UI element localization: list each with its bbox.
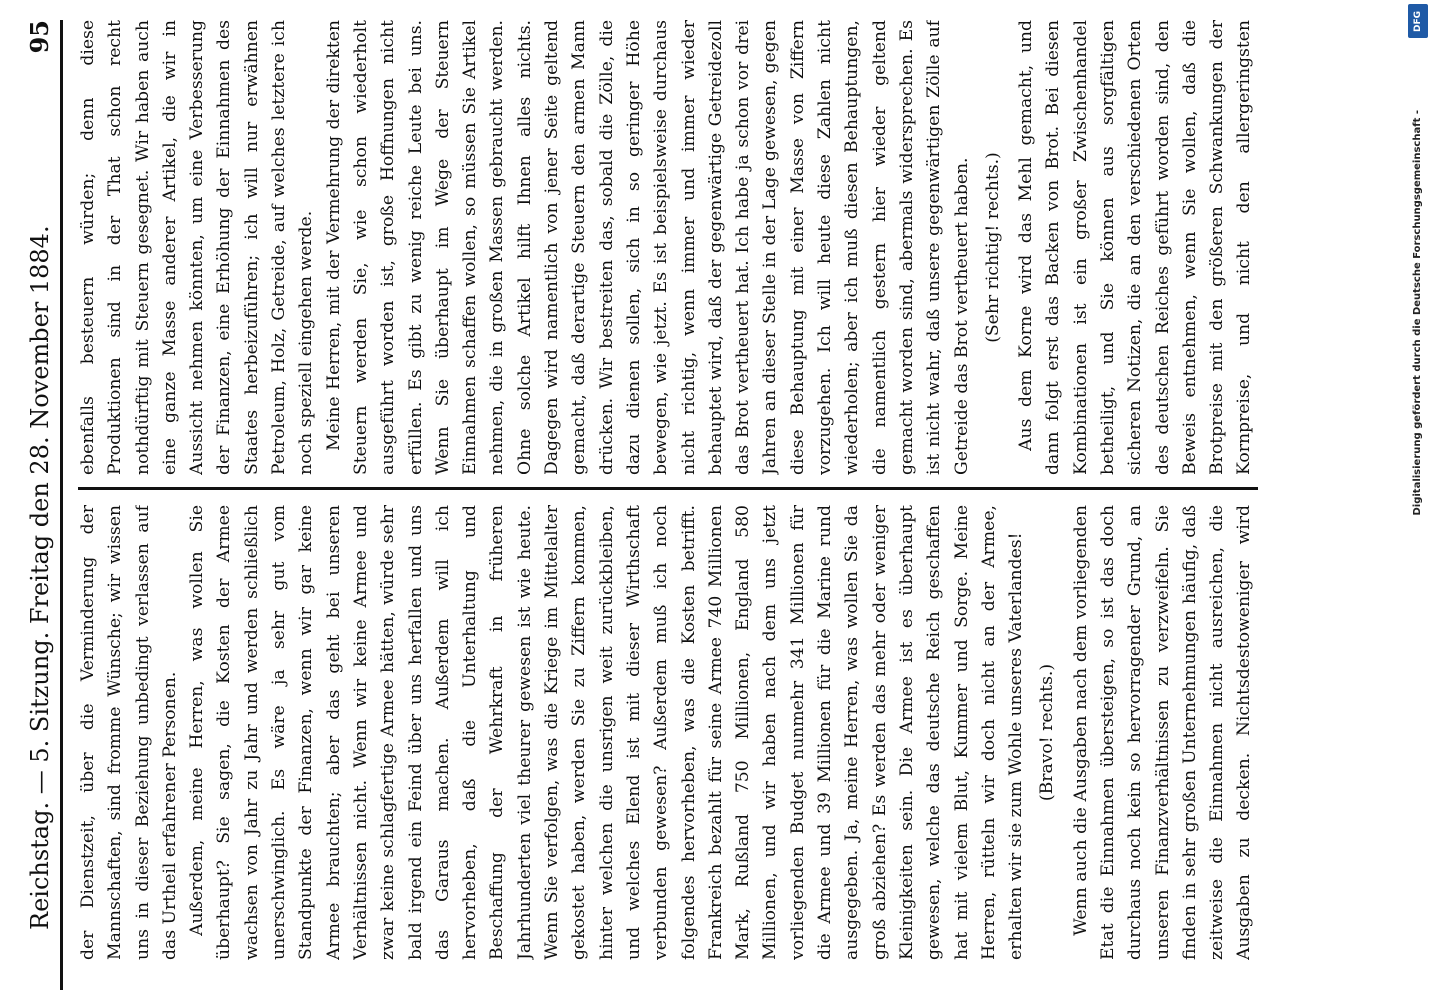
paragraph: der Dienstzeit, über die Verminderung der Mannschaften, sind fromme Wünsche; wir wissen uns in dieser Beziehung unbedingt verlassen auf das Urtheil erfahrener Personen. bbox=[78, 505, 180, 960]
right-column bbox=[75, 20, 1260, 475]
paragraph: Aus dem Korne wird das Mehl gemacht, und dann folgt erst das Backen von Brot. Bei diesen Kombinationen ist ein großer Zwischenhandel betheiligt, und Sie können aus sorgfältigen sicheren Notizen, die an den verschiedenen Orten des deutschen Reiches geführt worden sind, den Beweis entnehmen, wenn Sie wollen, daß die Brotpreise mit den größeren Schwankungen der Kornpreise, und nicht den allergeringsten bbox=[1016, 20, 1255, 475]
dfg-logo-icon: DFG bbox=[1408, 4, 1428, 38]
paragraph: Wenn auch die Ausgaben nach dem vorliegenden Etat die Einnahmen übersteigen, so ist das doch durchaus noch kein so hervorragender Grund, an unseren Finanzverhältnissen zu verzweifeln. Sie finden in sehr großen Unternehmungen häufig, daß zeitweise die Einnahmen nicht ausreichen, die Ausgaben zu decken. Nichtsdestoweniger wird bbox=[1070, 505, 1255, 960]
paragraph: ebenfalls besteuern würden; denn diese Produktionen sind in der That schon recht nothdürftig mit Steuern gesegnet. Wir haben auch eine ganze Masse anderer Artikel, die wir in Aussicht nehmen könnten, um eine Verbesserung der Finanzen, eine Erhöhung der Einnahmen des Staates herbeizuführen; ich will nur erwähnen Petroleum, Holz, Getreide, auf welches letztere ich noch speziell eingehen werde. bbox=[78, 20, 317, 475]
digitization-credit-text: Digitalisierung gefördert durch die Deutsche Forschungsgemeinschaft - bbox=[1412, 110, 1423, 516]
paragraph: Außerdem, meine Herren, was wollen Sie überhaupt? Sie sagen, die Kosten der Armee wachsen von Jahr zu Jahr und werden schließlich unerschwinglich. Es wäre ja sehr gut vom Standpunkte der Finanzen, wenn wir gar keine Armee brauchten; aber das geht bei unseren Verhältnissen nicht. Wenn wir keine Armee und zwar keine schlagfertige Armee hätten, würde sehr bald irgend ein Feind über uns herfallen und uns das Garaus machen. Außerdem will ich hervorheben, daß die Unterhaltung und Beschaffung der Wehrkraft in früheren Jahrhunderten viel theurer gewesen ist wie heute. Wenn Sie verfolgen, was die Kriege im Mittelalter gekostet haben, werden Sie zu Ziffern kommen, hinter welchen die unsrigen weit zurückbleiben, und welches Elend ist mit dieser Wirthschaft verbunden gewesen? Außerdem muß ich noch folgendes hervorheben, was die Kosten betrifft. Frankreich bezahlt für seine Armee 740 Millionen Mark, Rußland 750 Millionen, England 580 Millionen, und wir haben nach dem uns jetzt vorliegenden Budget nunmehr 341 Millionen für die Armee und 39 Millionen für die Marine rund ausgegeben. Ja, meine Herren, was wollen Sie da groß abziehen? Es werden das mehr oder weniger Kleinigkeiten sein. Die Armee ist es überhaupt gewesen, welche das deutsche Reich geschaffen hat mit vielem Blut, Kummer und Sorge. Meine Herren, rütteln wir doch nicht an der Armee, erhalten wir sie zum Wohle unseres Vaterlandes! bbox=[187, 505, 1027, 960]
interjection: (Bravo! rechts.) bbox=[1037, 663, 1058, 802]
digitization-sidebar bbox=[1404, 0, 1432, 1000]
running-head-title: Reichstag. — 5. Sitzung. Freitag den 28. November 1884. bbox=[26, 225, 54, 930]
paragraph: Meine Herren, mit der Vermehrung der direkten Steuern werden Sie, wie schon wiederholt ausgeführt worden ist, große Hoffnungen nicht erfüllen. Es gibt zu wenig reiche Leute bei uns. Wenn Sie überhaupt im Wege der Steuern Einnahmen schaffen wollen, so müssen Sie Artikel nehmen, die in großen Massen gebraucht werden. Ohne solche Artikel hilft Ihnen alles nichts. Dagegen wird namentlich von jener Seite geltend gemacht, daß derartige Steuern den armen Mann drücken. Wir bestreiten das, sobald die Zölle, die dazu dienen sollen, sich in so geringer Höhe bewegen, wie jetzt. Es ist beispielsweise durchaus nicht richtig, wenn immer und immer wieder behauptet wird, daß der gegenwärtige Getreidezoll das Brot vertheuert hat. Ich habe ja schon vor drei Jahren an dieser Stelle in der Lage gewesen, gegen diese Behauptung mit einer Masse von Ziffern vorzugehen. Ich will heute diese Zahlen nicht wiederholen; aber ich muß diesen Behauptungen, die namentlich gestern hier wieder geltend gemacht worden sind, abermals widersprechen. Es ist nicht wahr, daß unsere gegenwärtigen Zölle auf Getreide das Brot vertheuert haben. bbox=[323, 20, 972, 475]
digitization-credit bbox=[1404, 0, 1432, 1000]
page-number: 95 bbox=[25, 20, 54, 54]
left-column bbox=[75, 505, 1260, 960]
column-rule bbox=[78, 487, 1258, 490]
interjection: (Sehr richtig! rechts.) bbox=[982, 152, 1003, 343]
running-head bbox=[20, 20, 63, 990]
